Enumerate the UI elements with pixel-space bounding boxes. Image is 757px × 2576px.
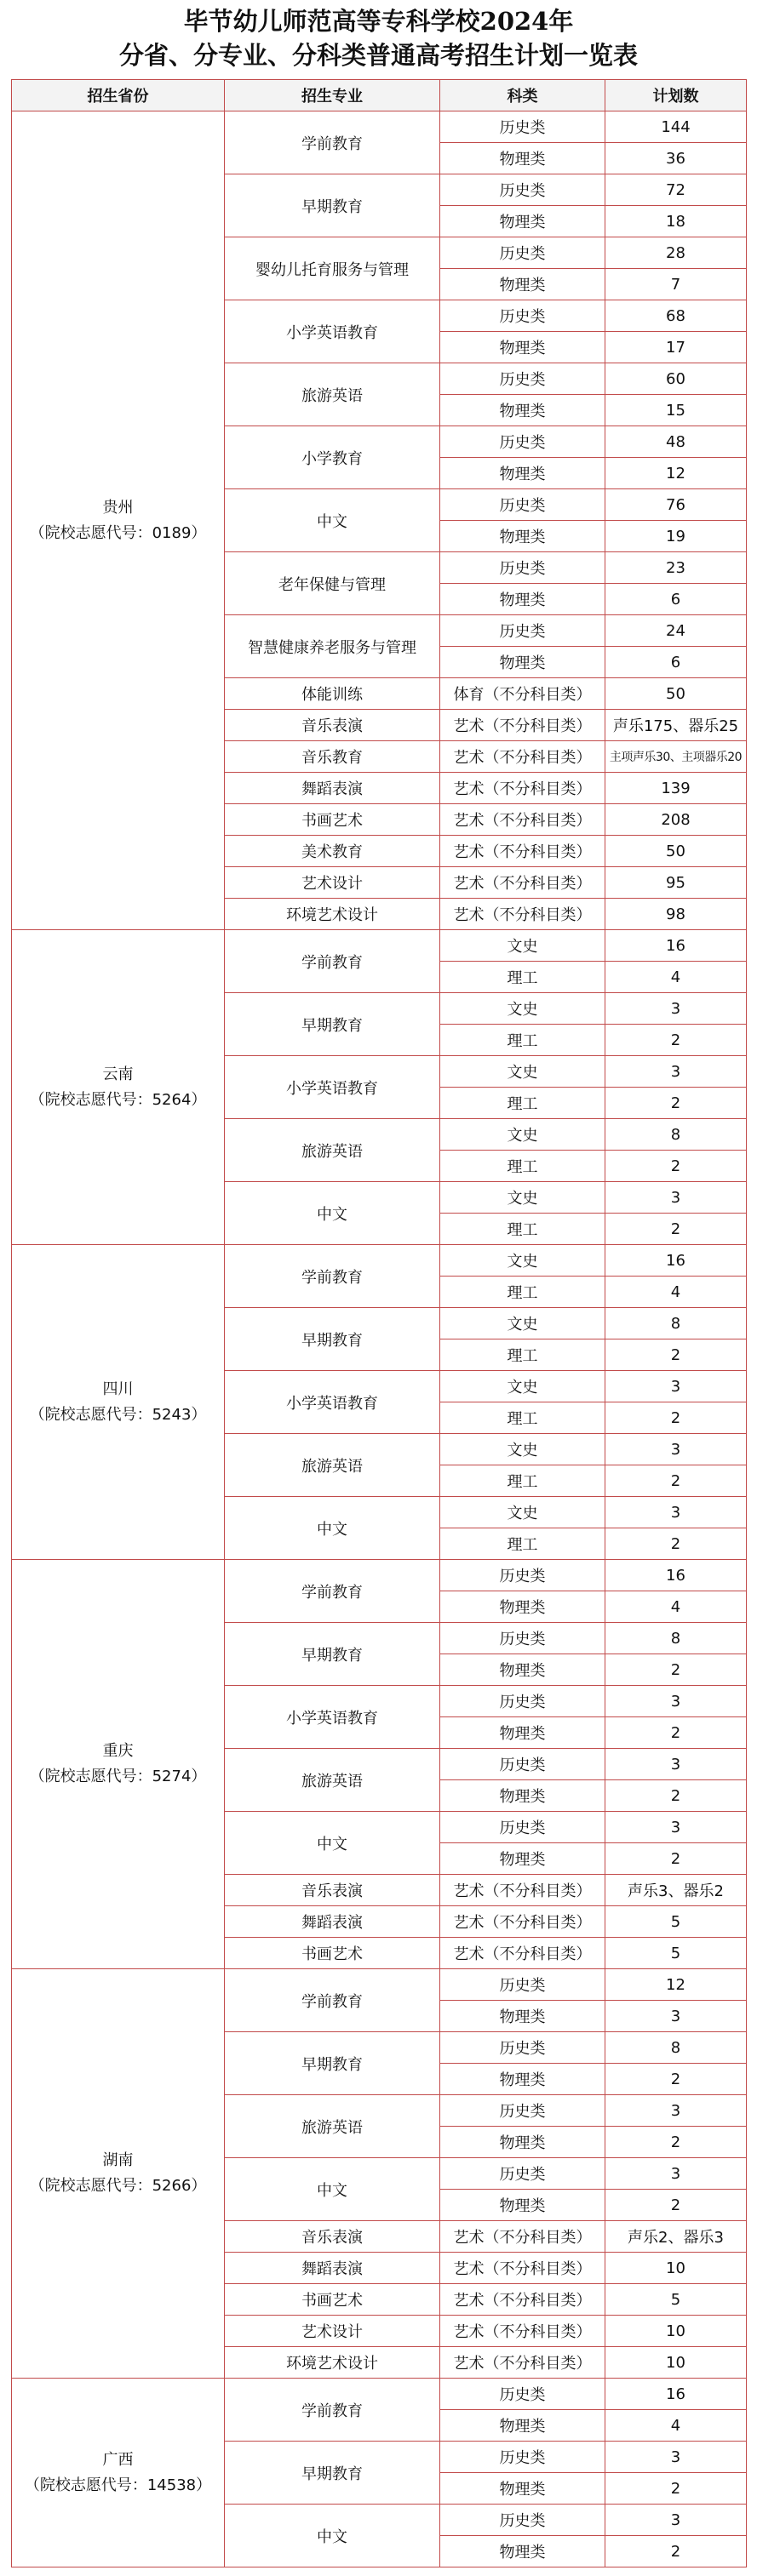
plan-count-cell: 16 [605,2379,747,2410]
category-cell: 历史类 [440,363,605,395]
major-name: 早期教育 [225,993,440,1056]
category-cell: 文史 [440,930,605,962]
category-cell: 文史 [440,993,605,1025]
plan-count-cell: 17 [605,332,747,363]
plan-count-cell: 10 [605,2316,747,2347]
category-cell: 物理类 [440,2536,605,2567]
category-cell: 历史类 [440,1969,605,2001]
plan-count-cell: 24 [605,615,747,647]
table-row [12,111,747,143]
category-cell: 艺术（不分科目类） [440,2253,605,2284]
category-cell: 历史类 [440,1749,605,1780]
category-cell: 历史类 [440,426,605,458]
plan-count-cell: 声乐2、器乐3 [605,2221,747,2253]
plan-count-cell: 48 [605,426,747,458]
plan-count-cell: 2 [605,1151,747,1182]
page-title: 毕节幼儿师范高等专科学校2024年 [183,7,574,36]
plan-count-cell: 8 [605,1119,747,1151]
plan-count-cell: 2 [605,1528,747,1560]
major-name: 早期教育 [225,1308,440,1371]
category-cell: 历史类 [440,2158,605,2190]
major-name: 学前教育 [225,1969,440,2032]
category-cell: 文史 [440,1434,605,1465]
table-header-row [12,80,747,111]
plan-count-cell: 16 [605,930,747,962]
category-cell: 艺术（不分科目类） [440,2284,605,2316]
plan-count-cell: 2 [605,1214,747,1245]
category-cell: 物理类 [440,458,605,489]
major-name: 中文 [225,1497,440,1560]
major-name: 学前教育 [225,111,440,174]
major-name: 早期教育 [225,2032,440,2095]
category-cell: 历史类 [440,2379,605,2410]
plan-count-cell: 3 [605,2158,747,2190]
category-cell: 历史类 [440,2442,605,2473]
plan-count-cell: 3 [605,1182,747,1214]
category-cell: 物理类 [440,2473,605,2505]
plan-count-cell: 3 [605,1812,747,1843]
plan-count-cell: 8 [605,2032,747,2064]
plan-count-cell: 50 [605,836,747,867]
plan-count-cell: 5 [605,1938,747,1969]
category-cell: 艺术（不分科目类） [440,899,605,930]
category-cell: 艺术（不分科目类） [440,773,605,804]
category-cell: 理工 [440,1151,605,1182]
plan-count-cell: 12 [605,1969,747,2001]
major-name: 舞蹈表演 [225,2253,440,2284]
province-code: （院校志愿代号：5243） [29,1405,207,1424]
category-cell: 物理类 [440,1591,605,1623]
header-province: 招生省份 [12,80,225,111]
table-row [12,930,747,962]
category-cell: 物理类 [440,332,605,363]
plan-count-cell: 2 [605,1402,747,1434]
category-cell: 历史类 [440,2505,605,2536]
table-row [12,1969,747,2001]
category-cell: 历史类 [440,174,605,206]
major-name: 音乐表演 [225,710,440,741]
major-name: 中文 [225,2505,440,2567]
plan-count-cell: 3 [605,1497,747,1528]
major-name: 小学英语教育 [225,1371,440,1434]
plan-count-cell: 19 [605,521,747,552]
plan-count-cell: 2 [605,1025,747,1056]
category-cell: 艺术（不分科目类） [440,2221,605,2253]
plan-count-cell: 60 [605,363,747,395]
category-cell: 历史类 [440,552,605,584]
major-name: 老年保健与管理 [225,552,440,615]
category-cell: 历史类 [440,615,605,647]
category-cell: 理工 [440,1025,605,1056]
category-cell: 理工 [440,1277,605,1308]
plan-count-cell: 4 [605,1591,747,1623]
category-cell: 历史类 [440,2032,605,2064]
category-cell: 历史类 [440,237,605,269]
major-name: 早期教育 [225,2442,440,2505]
page-subtitle: 分省、分专业、分科类普通高考招生计划一览表 [118,41,638,70]
category-cell: 文史 [440,1245,605,1277]
major-name: 婴幼儿托育服务与管理 [225,237,440,300]
category-cell: 文史 [440,1497,605,1528]
plan-count-cell: 7 [605,269,747,300]
plan-count-cell: 144 [605,111,747,143]
major-name: 旅游英语 [225,363,440,426]
category-cell: 艺术（不分科目类） [440,710,605,741]
plan-count-cell: 2 [605,2127,747,2158]
plan-count-cell: 23 [605,552,747,584]
category-cell: 文史 [440,1182,605,1214]
province-cell [12,1560,225,1969]
plan-count-cell: 3 [605,1056,747,1088]
province-code: （院校志愿代号：0189） [29,523,207,542]
plan-count-cell: 3 [605,2442,747,2473]
major-name: 旅游英语 [225,1434,440,1497]
plan-count-cell: 2 [605,1780,747,1812]
category-cell: 物理类 [440,647,605,678]
plan-count-cell: 68 [605,300,747,332]
plan-count-cell: 95 [605,867,747,899]
category-cell: 体育（不分科目类） [440,678,605,710]
header-plan-count: 计划数 [605,80,747,111]
plan-count-cell: 76 [605,489,747,521]
enrollment-plan-table [11,79,747,2567]
table-row [12,1245,747,1277]
major-name: 书画艺术 [225,2284,440,2316]
plan-count-cell: 2 [605,1717,747,1749]
category-cell: 物理类 [440,1843,605,1875]
major-name: 小学教育 [225,426,440,489]
major-name: 音乐表演 [225,1875,440,1906]
plan-count-cell: 16 [605,1245,747,1277]
plan-count-cell: 2 [605,1654,747,1686]
province-code: （院校志愿代号：14538） [24,2476,212,2494]
category-cell: 艺术（不分科目类） [440,1906,605,1938]
plan-count-cell: 声乐3、器乐2 [605,1875,747,1906]
category-cell: 历史类 [440,489,605,521]
category-cell: 历史类 [440,111,605,143]
major-name: 小学英语教育 [225,1056,440,1119]
category-cell: 理工 [440,962,605,993]
category-cell: 物理类 [440,1654,605,1686]
plan-count-cell: 2 [605,1843,747,1875]
plan-count-cell: 15 [605,395,747,426]
category-cell: 历史类 [440,1686,605,1717]
major-name: 小学英语教育 [225,300,440,363]
plan-count-cell: 50 [605,678,747,710]
province-cell [12,1969,225,2379]
category-cell: 理工 [440,1214,605,1245]
plan-count-cell: 2 [605,2064,747,2095]
category-cell: 物理类 [440,1780,605,1812]
plan-count-cell: 2 [605,2190,747,2221]
plan-count-cell: 98 [605,899,747,930]
province-name: 贵州 [102,498,134,517]
major-name: 中文 [225,1812,440,1875]
province-name: 湖南 [102,2151,134,2169]
major-name: 学前教育 [225,1560,440,1623]
category-cell: 理工 [440,1528,605,1560]
major-name: 早期教育 [225,174,440,237]
province-name: 重庆 [102,1742,134,1760]
category-cell: 理工 [440,1339,605,1371]
plan-count-cell: 18 [605,206,747,237]
major-name: 中文 [225,489,440,552]
plan-count-cell: 12 [605,458,747,489]
category-cell: 物理类 [440,143,605,174]
table-row [12,1560,747,1591]
category-cell: 艺术（不分科目类） [440,741,605,773]
major-name: 环境艺术设计 [225,2347,440,2379]
major-name: 音乐教育 [225,741,440,773]
category-cell: 文史 [440,1371,605,1402]
category-cell: 物理类 [440,395,605,426]
plan-count-cell: 4 [605,962,747,993]
plan-count-cell: 4 [605,2410,747,2442]
plan-count-cell: 6 [605,647,747,678]
province-code: （院校志愿代号：5266） [29,2177,207,2195]
category-cell: 理工 [440,1088,605,1119]
category-cell: 文史 [440,1056,605,1088]
major-name: 音乐表演 [225,2221,440,2253]
category-cell: 理工 [440,1465,605,1497]
plan-count-cell: 3 [605,1686,747,1717]
province-cell [12,930,225,1245]
plan-count-cell: 8 [605,1623,747,1654]
major-name: 美术教育 [225,836,440,867]
category-cell: 文史 [440,1119,605,1151]
major-name: 艺术设计 [225,867,440,899]
header-major: 招生专业 [225,80,440,111]
province-name: 云南 [102,1065,134,1083]
plan-count-cell: 10 [605,2347,747,2379]
category-cell: 历史类 [440,1560,605,1591]
major-name: 学前教育 [225,1245,440,1308]
plan-count-cell: 2 [605,1088,747,1119]
province-cell [12,2379,225,2567]
plan-count-cell: 2 [605,2473,747,2505]
category-cell: 艺术（不分科目类） [440,867,605,899]
category-cell: 历史类 [440,1623,605,1654]
category-cell: 物理类 [440,2064,605,2095]
category-cell: 物理类 [440,2410,605,2442]
category-cell: 艺术（不分科目类） [440,2316,605,2347]
category-cell: 物理类 [440,206,605,237]
province-code: （院校志愿代号：5264） [29,1090,207,1109]
major-name: 旅游英语 [225,2095,440,2158]
plan-count-cell: 3 [605,2505,747,2536]
plan-count-cell: 主项声乐30、主项器乐20 [605,741,747,773]
major-name: 书画艺术 [225,1938,440,1969]
plan-count-cell: 3 [605,1434,747,1465]
province-code: （院校志愿代号：5274） [29,1768,207,1785]
plan-count-cell: 2 [605,1339,747,1371]
major-name: 旅游英语 [225,1119,440,1182]
plan-count-cell: 8 [605,1308,747,1339]
table-body [12,111,747,2567]
plan-count-cell: 139 [605,773,747,804]
category-cell: 理工 [440,1402,605,1434]
category-cell: 艺术（不分科目类） [440,1938,605,1969]
category-cell: 艺术（不分科目类） [440,1875,605,1906]
province-name: 广西 [102,2450,134,2469]
category-cell: 物理类 [440,584,605,615]
plan-count-cell: 208 [605,804,747,836]
major-name: 书画艺术 [225,804,440,836]
category-cell: 艺术（不分科目类） [440,804,605,836]
category-cell: 历史类 [440,1812,605,1843]
category-cell: 物理类 [440,269,605,300]
major-name: 旅游英语 [225,1749,440,1812]
major-name: 中文 [225,2158,440,2221]
table-row [12,2379,747,2410]
plan-count-cell: 3 [605,2001,747,2032]
plan-count-cell: 3 [605,1749,747,1780]
major-name: 艺术设计 [225,2316,440,2347]
plan-count-cell: 2 [605,2536,747,2567]
major-name: 中文 [225,1182,440,1245]
plan-count-cell: 3 [605,1371,747,1402]
major-name: 学前教育 [225,2379,440,2442]
category-cell: 物理类 [440,521,605,552]
major-name: 环境艺术设计 [225,899,440,930]
category-cell: 物理类 [440,2001,605,2032]
plan-count-cell: 36 [605,143,747,174]
plan-count-cell: 28 [605,237,747,269]
category-cell: 物理类 [440,2127,605,2158]
major-name: 智慧健康养老服务与管理 [225,615,440,678]
category-cell: 历史类 [440,2095,605,2127]
plan-count-cell: 4 [605,1277,747,1308]
plan-count-cell: 3 [605,993,747,1025]
category-cell: 历史类 [440,300,605,332]
plan-count-cell: 10 [605,2253,747,2284]
plan-count-cell: 5 [605,1906,747,1938]
plan-count-cell: 16 [605,1560,747,1591]
plan-count-cell: 3 [605,2095,747,2127]
category-cell: 物理类 [440,2190,605,2221]
category-cell: 艺术（不分科目类） [440,836,605,867]
province-cell [12,111,225,930]
province-name: 四川 [102,1379,134,1398]
major-name: 舞蹈表演 [225,1906,440,1938]
major-name: 体能训练 [225,678,440,710]
category-cell: 艺术（不分科目类） [440,2347,605,2379]
plan-count-cell: 声乐175、器乐25 [605,710,747,741]
header-category: 科类 [440,80,605,111]
major-name: 早期教育 [225,1623,440,1686]
plan-count-cell: 2 [605,1465,747,1497]
major-name: 舞蹈表演 [225,773,440,804]
plan-count-cell: 72 [605,174,747,206]
province-cell [12,1245,225,1560]
major-name: 学前教育 [225,930,440,993]
plan-count-cell: 5 [605,2284,747,2316]
category-cell: 文史 [440,1308,605,1339]
plan-count-cell: 6 [605,584,747,615]
category-cell: 物理类 [440,1717,605,1749]
major-name: 小学英语教育 [225,1686,440,1749]
